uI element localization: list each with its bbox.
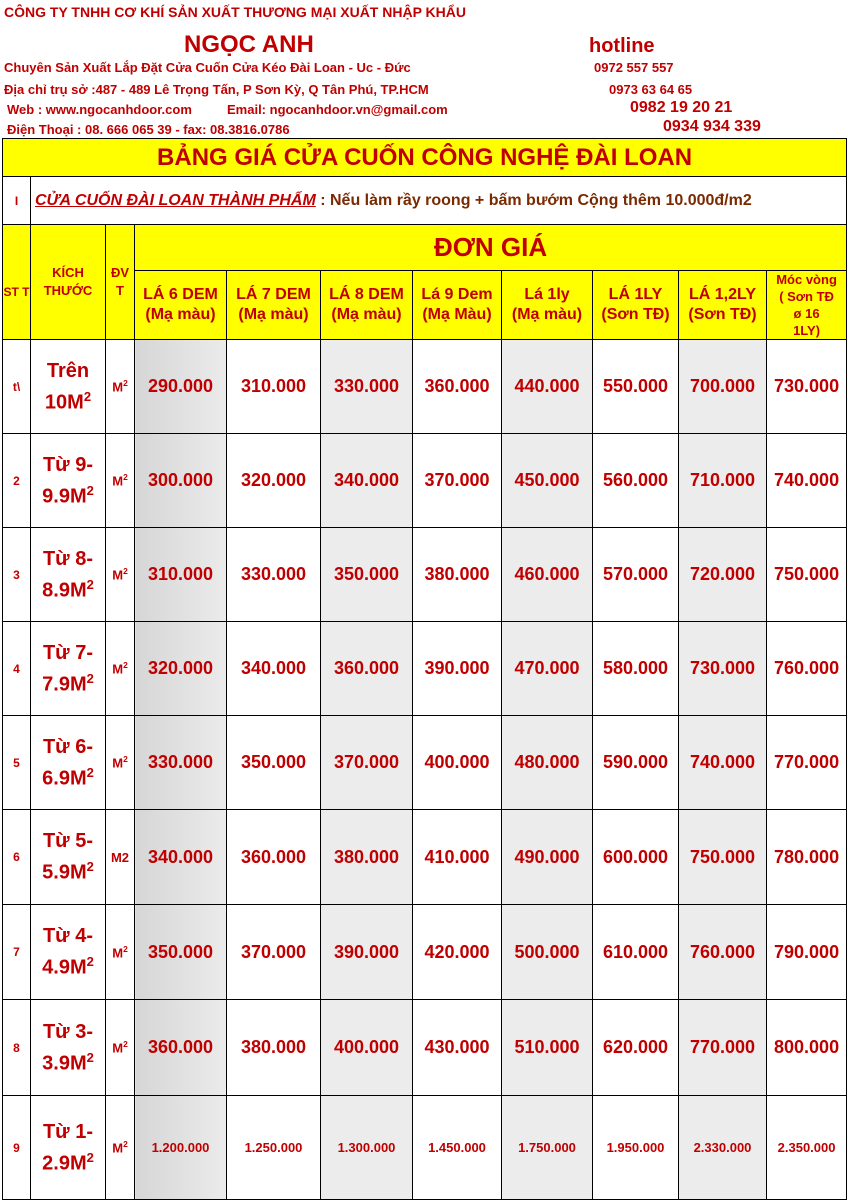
price-col-header-line: 1LY) bbox=[793, 323, 821, 338]
row-size-line1: Từ 5- bbox=[42, 830, 94, 853]
row-size-line2: $2.9M^2$ bbox=[42, 1149, 94, 1175]
price-col-header-line: Móc vòng bbox=[776, 272, 837, 287]
col-stt-header: ST T bbox=[3, 225, 31, 340]
price-cell: 1.300.000 bbox=[321, 1096, 413, 1200]
price-cell: 370.000 bbox=[227, 905, 321, 1000]
col-unit-header: ĐV T bbox=[106, 225, 135, 340]
hotline-1[interactable]: 0972 557 557 bbox=[594, 60, 674, 75]
price-cell: 380.000 bbox=[227, 1000, 321, 1096]
price-cell: 330.000 bbox=[321, 340, 413, 434]
price-cell: 320.000 bbox=[135, 622, 227, 716]
price-cell: 580.000 bbox=[593, 622, 679, 716]
price-col-header-3 bbox=[321, 271, 413, 340]
price-cell: 1.200.000 bbox=[135, 1096, 227, 1200]
price-cell: 790.000 bbox=[767, 905, 847, 1000]
hotline-3[interactable]: 0982 19 20 21 bbox=[630, 99, 733, 116]
row-size-line2: $4.9M^2$ bbox=[42, 954, 94, 979]
price-cell: 590.000 bbox=[593, 716, 679, 810]
row-size bbox=[31, 810, 106, 905]
row-size-line1: Từ 6- bbox=[42, 735, 94, 758]
table-row bbox=[3, 1000, 847, 1096]
price-cell: 450.000 bbox=[502, 434, 593, 528]
price-cell: 440.000 bbox=[502, 340, 593, 434]
price-col-header-line: (Sơn TĐ) bbox=[688, 306, 757, 323]
row-unit: $M^2$ bbox=[106, 434, 135, 528]
price-cell: 1.450.000 bbox=[413, 1096, 502, 1200]
section-note bbox=[31, 177, 847, 225]
price-cell: 2.330.000 bbox=[679, 1096, 767, 1200]
price-cell: 430.000 bbox=[413, 1000, 502, 1096]
row-size-line2: $3.9M^2$ bbox=[42, 1049, 94, 1075]
row-size bbox=[31, 1096, 106, 1200]
row-size-line2: $6.9M^2$ bbox=[42, 764, 94, 790]
row-stt: 6 bbox=[3, 810, 31, 905]
row-stt: 9 bbox=[3, 1096, 31, 1200]
row-unit: $M^2$ bbox=[106, 1096, 135, 1200]
table-row bbox=[3, 434, 847, 528]
price-cell: 760.000 bbox=[679, 905, 767, 1000]
price-col-header-line: LÁ 1LY bbox=[608, 286, 663, 303]
price-cell: 360.000 bbox=[413, 340, 502, 434]
price-col-header-6 bbox=[593, 271, 679, 340]
row-size bbox=[31, 340, 106, 434]
price-col-header-line: LÁ 1,2LY bbox=[689, 286, 756, 303]
price-group-header: ĐƠN GIÁ bbox=[135, 225, 847, 271]
price-cell: 310.000 bbox=[135, 528, 227, 622]
price-col-header-line: (Mạ màu) bbox=[511, 306, 583, 323]
price-cell: 390.000 bbox=[321, 905, 413, 1000]
price-cell: 380.000 bbox=[321, 810, 413, 905]
price-col-header-line: LÁ 7 DEM bbox=[236, 286, 311, 303]
price-cell: 370.000 bbox=[413, 434, 502, 528]
row-unit: $M^2$ bbox=[106, 1000, 135, 1096]
price-cell: 340.000 bbox=[135, 810, 227, 905]
price-cell: 400.000 bbox=[413, 716, 502, 810]
website[interactable]: Web : www.ngocanhdoor.com bbox=[7, 102, 192, 117]
price-cell: 750.000 bbox=[767, 528, 847, 622]
table-row bbox=[3, 810, 847, 905]
row-size bbox=[31, 1000, 106, 1096]
price-cell: 410.000 bbox=[413, 810, 502, 905]
price-cell: 360.000 bbox=[321, 622, 413, 716]
price-col-header-1 bbox=[135, 271, 227, 340]
price-cell: 780.000 bbox=[767, 810, 847, 905]
phone-fax: Điện Thoại : 08. 666 065 39 - fax: 08.3816.0786 bbox=[7, 122, 290, 137]
row-size-line1: Từ 4- bbox=[42, 925, 94, 948]
price-cell: 300.000 bbox=[135, 434, 227, 528]
price-cell: 390.000 bbox=[413, 622, 502, 716]
row-size-line1: Trên bbox=[46, 359, 90, 382]
price-col-header-line: LÁ 8 DEM bbox=[329, 286, 404, 303]
price-col-header-line: (Mạ màu) bbox=[145, 306, 216, 323]
row-size-line1: Từ 1- bbox=[42, 1120, 94, 1143]
price-cell: 370.000 bbox=[321, 716, 413, 810]
price-cell: 310.000 bbox=[227, 340, 321, 434]
price-cell: 600.000 bbox=[593, 810, 679, 905]
price-cell: 740.000 bbox=[767, 434, 847, 528]
price-col-header-line: (Mạ Màu) bbox=[422, 306, 492, 323]
price-cell: 700.000 bbox=[679, 340, 767, 434]
table-row bbox=[3, 716, 847, 810]
price-cell: 750.000 bbox=[679, 810, 767, 905]
price-cell: 350.000 bbox=[227, 716, 321, 810]
row-size-line2: $9.9M^2$ bbox=[42, 482, 94, 508]
row-size-line1: Từ 9- bbox=[42, 453, 94, 476]
price-col-header-line: ø 16 bbox=[793, 306, 820, 321]
row-stt: 3 bbox=[3, 528, 31, 622]
price-col-header-line: Lá 9 Dem bbox=[421, 286, 493, 303]
row-unit: $M^2$ bbox=[106, 905, 135, 1000]
price-col-header-line: (Sơn TĐ) bbox=[601, 306, 670, 323]
company-header bbox=[0, 0, 848, 140]
table-row bbox=[3, 340, 847, 434]
row-size bbox=[31, 528, 106, 622]
price-cell: 560.000 bbox=[593, 434, 679, 528]
price-cell: 360.000 bbox=[135, 1000, 227, 1096]
price-cell: 710.000 bbox=[679, 434, 767, 528]
price-cell: 460.000 bbox=[502, 528, 593, 622]
hotline-label: hotline bbox=[589, 35, 655, 57]
row-size-line1: Từ 3- bbox=[42, 1020, 94, 1043]
row-size-line1: Từ 7- bbox=[42, 641, 94, 664]
price-cell: 800.000 bbox=[767, 1000, 847, 1096]
table-title: BẢNG GIÁ CỬA CUỐN CÔNG NGHỆ ĐÀI LOAN bbox=[3, 139, 847, 177]
price-col-header-line: LÁ 6 DEM bbox=[143, 286, 218, 303]
hotline-4[interactable]: 0934 934 339 bbox=[663, 118, 761, 135]
price-cell: 770.000 bbox=[679, 1000, 767, 1096]
price-cell: 290.000 bbox=[135, 340, 227, 434]
price-cell: 330.000 bbox=[227, 528, 321, 622]
price-cell: 2.350.000 bbox=[767, 1096, 847, 1200]
price-col-header-line: ( Sơn TĐ bbox=[779, 289, 834, 304]
price-col-header-line: Lá 1ly bbox=[524, 286, 570, 303]
price-cell: 490.000 bbox=[502, 810, 593, 905]
table-row bbox=[3, 905, 847, 1000]
row-stt: 7 bbox=[3, 905, 31, 1000]
price-cell: 480.000 bbox=[502, 716, 593, 810]
price-cell: 350.000 bbox=[135, 905, 227, 1000]
price-col-header-2 bbox=[227, 271, 321, 340]
price-cell: 1.750.000 bbox=[502, 1096, 593, 1200]
price-col-header-5 bbox=[502, 271, 593, 340]
row-size bbox=[31, 434, 106, 528]
row-size bbox=[31, 622, 106, 716]
price-cell: 730.000 bbox=[767, 340, 847, 434]
price-cell: 340.000 bbox=[321, 434, 413, 528]
col-size-header: KÍCH THƯỚC bbox=[31, 225, 106, 340]
row-stt: 4 bbox=[3, 622, 31, 716]
section-number: I bbox=[3, 177, 31, 225]
price-cell: 1.250.000 bbox=[227, 1096, 321, 1200]
price-cell: 1.950.000 bbox=[593, 1096, 679, 1200]
price-cell: 400.000 bbox=[321, 1000, 413, 1096]
price-col-header-line: (Mạ màu) bbox=[238, 306, 309, 323]
price-col-header-4 bbox=[413, 271, 502, 340]
address: Địa chỉ trụ sở :487 - 489 Lê Trọng Tấn, P Sơn Kỳ, Q Tân Phú, TP.HCM bbox=[4, 82, 429, 97]
price-table bbox=[2, 138, 847, 1200]
price-cell: 740.000 bbox=[679, 716, 767, 810]
tagline: Chuyên Sản Xuất Lắp Đặt Cửa Cuốn Cửa Kéo Đài Loan - Uc - Đức bbox=[4, 60, 411, 75]
section-note-text: : Nếu làm rầy roong + bấm bướm Cộng thêm 10.000đ/m2 bbox=[315, 191, 752, 209]
price-col-header-8 bbox=[767, 271, 847, 340]
price-col-header-line: (Mạ màu) bbox=[331, 306, 402, 323]
price-cell: 340.000 bbox=[227, 622, 321, 716]
row-size bbox=[31, 716, 106, 810]
price-cell: 720.000 bbox=[679, 528, 767, 622]
price-cell: 470.000 bbox=[502, 622, 593, 716]
price-cell: 330.000 bbox=[135, 716, 227, 810]
row-size-line2: $5.9M^2$ bbox=[42, 859, 94, 884]
row-size bbox=[31, 905, 106, 1000]
row-unit: $M^2$ bbox=[106, 716, 135, 810]
row-size-line2: $7.9M^2$ bbox=[42, 670, 94, 696]
price-cell: 420.000 bbox=[413, 905, 502, 1000]
row-stt: 2 bbox=[3, 434, 31, 528]
hotline-2[interactable]: 0973 63 64 65 bbox=[609, 82, 693, 97]
row-unit: $M^2$ bbox=[106, 340, 135, 434]
price-cell: 350.000 bbox=[321, 528, 413, 622]
price-cell: 380.000 bbox=[413, 528, 502, 622]
price-cell: 620.000 bbox=[593, 1000, 679, 1096]
table-row bbox=[3, 622, 847, 716]
price-col-header-7 bbox=[679, 271, 767, 340]
row-stt: t\ bbox=[3, 340, 31, 434]
row-unit: M2 bbox=[106, 810, 135, 905]
price-cell: 730.000 bbox=[679, 622, 767, 716]
price-cell: 760.000 bbox=[767, 622, 847, 716]
row-size-line2: $8.9M^2$ bbox=[42, 576, 94, 602]
brand-name: NGỌC ANH bbox=[184, 31, 314, 58]
price-cell: 510.000 bbox=[502, 1000, 593, 1096]
section-lead: CỬA CUỐN ĐÀI LOAN THÀNH PHẨM bbox=[35, 191, 316, 209]
email[interactable]: Email: ngocanhdoor.vn@gmail.com bbox=[227, 102, 448, 117]
price-cell: 320.000 bbox=[227, 434, 321, 528]
row-unit: $M^2$ bbox=[106, 622, 135, 716]
table-row bbox=[3, 528, 847, 622]
table-row bbox=[3, 1096, 847, 1200]
company-line: CÔNG TY TNHH CƠ KHÍ SẢN XUẤT THƯƠNG MẠI XUẤT NHẬP KHẨU bbox=[4, 4, 466, 20]
row-size-line1: Từ 8- bbox=[42, 547, 94, 570]
price-cell: 550.000 bbox=[593, 340, 679, 434]
price-cell: 610.000 bbox=[593, 905, 679, 1000]
row-stt: 5 bbox=[3, 716, 31, 810]
price-cell: 770.000 bbox=[767, 716, 847, 810]
row-unit: $M^2$ bbox=[106, 528, 135, 622]
price-cell: 500.000 bbox=[502, 905, 593, 1000]
row-stt: 8 bbox=[3, 1000, 31, 1096]
price-cell: 570.000 bbox=[593, 528, 679, 622]
price-cell: 360.000 bbox=[227, 810, 321, 905]
row-size-line2: $10M^2$ bbox=[44, 388, 92, 414]
